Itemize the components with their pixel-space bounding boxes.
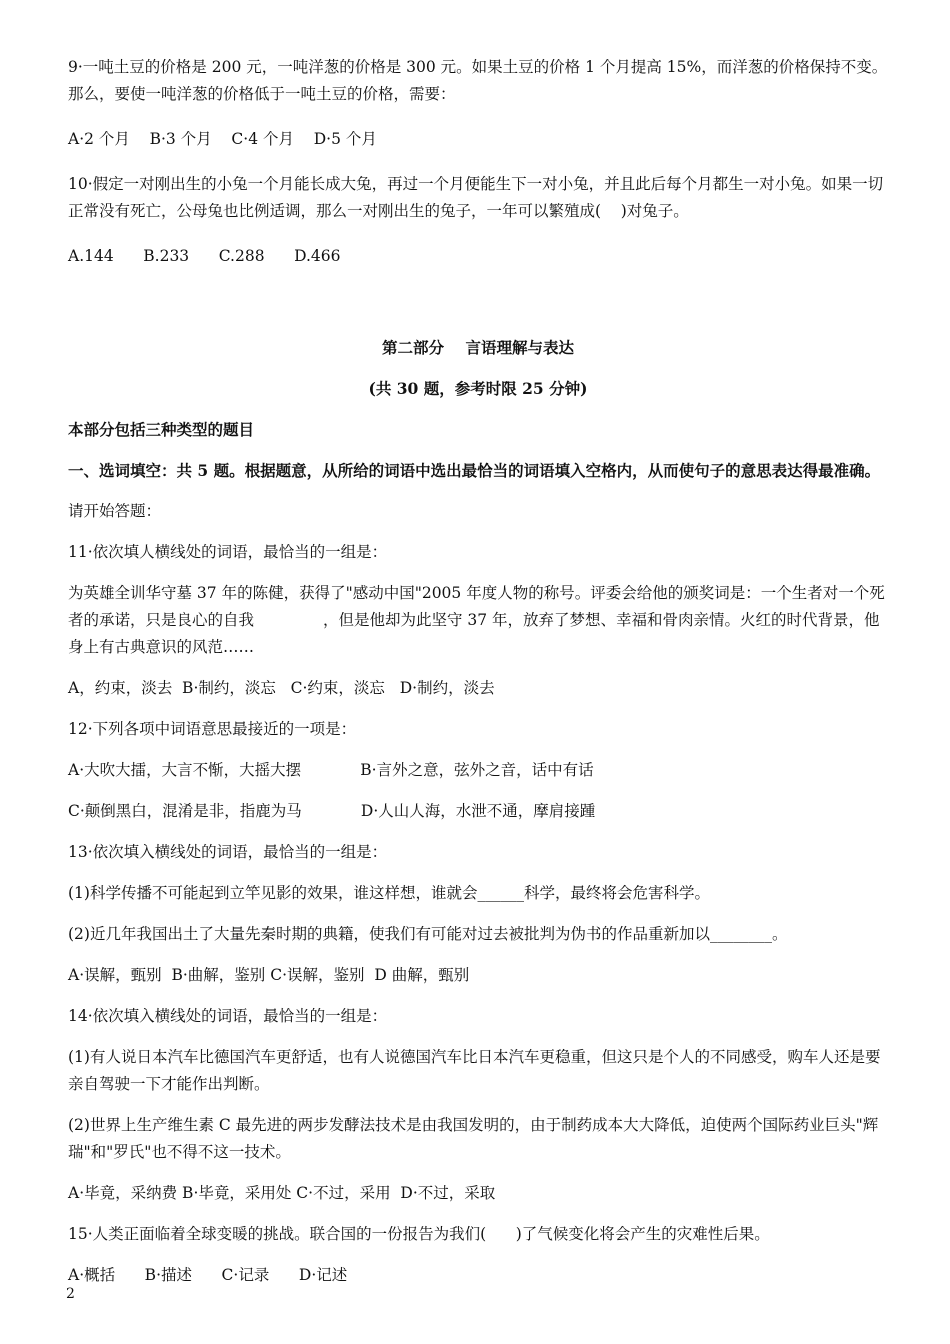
question-14-stem: 14·依次填入横线处的词语，最恰当的一组是： — [68, 1007, 388, 1025]
question-13-options: A·误解，甄别 B·曲解，鉴别 C·误解，鉴别 D 曲解，甄别 — [68, 966, 470, 984]
document-page — [68, 54, 888, 1289]
question-12-stem: 12·下列各项中词语意思最接近的一项是： — [68, 720, 357, 738]
question-9-options: A·2 个月 B·3 个月 C·4 个月 D·5 个月 — [68, 130, 377, 148]
question-11-passage: 为英雄全训华守墓 37 年的陈健，获得了"感动中国"2005 年度人物的称号。评委会给他的颁奖词是：一个生者对一个死者的承诺，只是良心的自我 ，但是他却为此坚守 37 年，放弃了梦想、幸福和骨肉亲情。火红的时代背景，他身上有古典意识的风范…… — [68, 584, 885, 656]
question-13-sentence-2: (2)近几年我国出土了大量先秦时期的典籍，使我们有可能对过去被批判为伪书的作品重新加以________。 — [68, 925, 788, 943]
question-12-options-row-2: C·颠倒黑白，混淆是非，指鹿为马 D·人山人海，水泄不通，摩肩接踵 — [68, 802, 596, 820]
question-type-heading: 一、选词填空：共 5 题。根据题意，从所给的词语中选出最恰当的词语填入空格内，从而使句子的意思表达得最准确。 — [68, 461, 881, 480]
question-14-sentence-2: (2)世界上生产维生素 C 最先进的两步发酵法技术是由我国发明的，由于制药成本大大降低，迫使两个国际药业巨头"辉瑞"和"罗氏"也不得不这一技术。 — [68, 1116, 879, 1161]
question-13-stem: 13·依次填入横线处的词语，最恰当的一组是： — [68, 843, 388, 861]
section-subtitle: (共 30 题，参考时限 25 分钟) — [368, 379, 588, 398]
section-title: 第二部分 言语理解与表达 — [381, 338, 575, 357]
page-number: 2 — [66, 1286, 75, 1302]
question-12-options-row-1: A·大吹大擂，大言不惭，大摇大摆 B·言外之意，弦外之音，话中有话 — [68, 761, 594, 779]
question-11-options: A，约束，淡去 B·制约，淡忘 C·约束，淡忘 D·制约，淡去 — [68, 679, 495, 697]
question-15-options: A·概括 B·描述 C·记录 D·记述 — [68, 1266, 348, 1284]
question-14-sentence-1: (1)有人说日本汽车比德国汽车更舒适，也有人说德国汽车比日本汽车更稳重，但这只是个人的不同感受，购车人还是要亲自驾驶一下才能作出判断。 — [68, 1048, 881, 1093]
question-10-text: 10·假定一对刚出生的小兔一个月能长成大兔，再过一个月便能生下一对小兔，并且此后每个月都生一对小兔。如果一切正常没有死亡，公母兔也比例适调，那么一对刚出生的兔子，一年可以繁殖成( )对兔子。 — [68, 175, 884, 220]
question-13-sentence-1: (1)科学传播不可能起到立竿见影的效果，谁这样想，谁就会______科学，最终将会危害科学。 — [68, 884, 710, 902]
question-9-text: 9·一吨土豆的价格是 200 元，一吨洋葱的价格是 300 元。如果土豆的价格 1 个月提高 15%，而洋葱的价格保持不变。那么，要使一吨洋葱的价格低于一吨土豆的价格，需要： — [68, 58, 888, 103]
start-instruction: 请开始答题： — [68, 502, 162, 520]
question-14-options: A·毕竟，采纳费 B·毕竟，采用处 C·不过，采用 D·不过，采取 — [68, 1184, 496, 1202]
question-10-options: A.144 B.233 C.288 D.466 — [68, 247, 341, 265]
question-11-stem: 11·依次填人横线处的词语，最恰当的一组是： — [68, 543, 388, 561]
question-15-stem: 15·人类正面临着全球变暖的挑战。联合国的一份报告为我们( )了气候变化将会产生的灾难性后果。 — [68, 1225, 770, 1243]
section-intro: 本部分包括三种类型的题目 — [68, 420, 255, 439]
